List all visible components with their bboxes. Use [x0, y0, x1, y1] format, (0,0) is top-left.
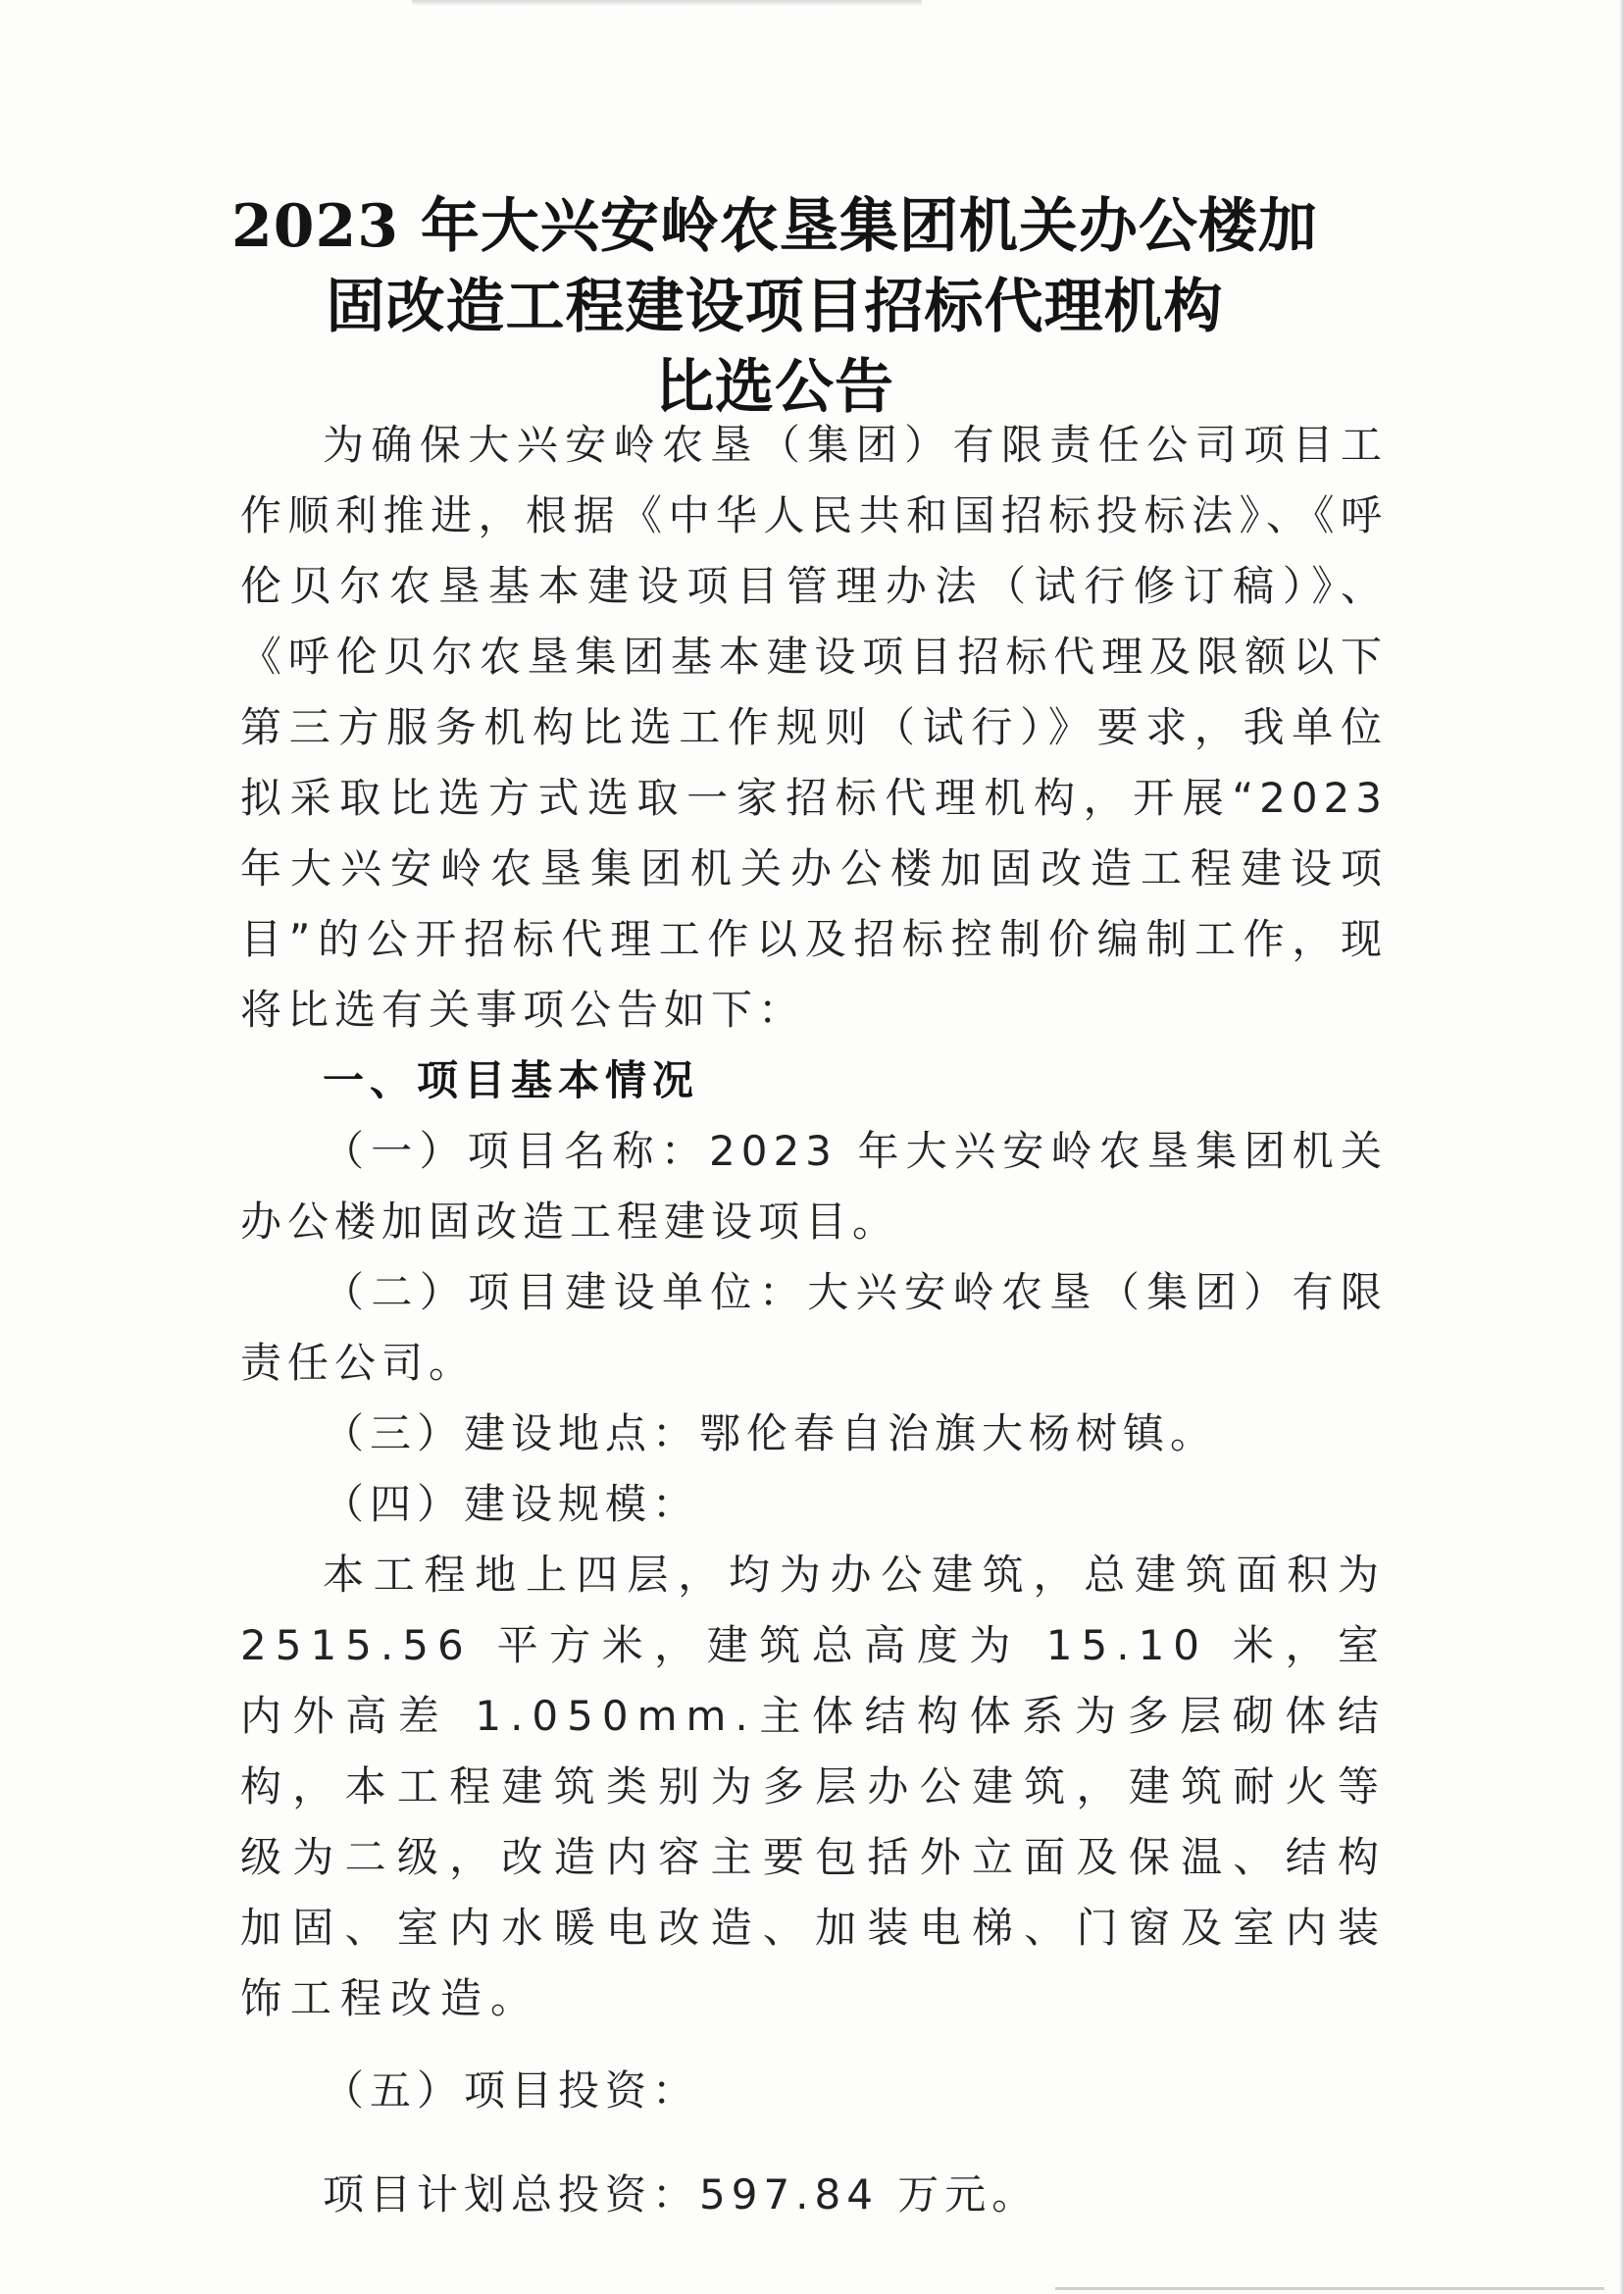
project-investment-text: 项目计划总投资：597.84 万元。 [323, 2170, 1040, 2218]
title-line-3: 比选公告 [655, 353, 894, 422]
scan-edge-right [1619, 0, 1624, 2294]
project-location-item: （三）建设地点：鄂伦春自治旗大杨树镇。 [323, 1409, 1218, 1457]
project-scale-label: （四）建设规模： [323, 1480, 700, 1528]
scan-edge-top [412, 0, 922, 6]
title-line-2: 固改造工程建设项目招标代理机构 [326, 273, 1224, 341]
document-title [196, 186, 1353, 428]
project-investment-label: （五）项目投资： [323, 2066, 700, 2115]
project-owner-item: （二）项目建设单位：大兴安岭农垦（集团）有限责任公司。 [240, 1268, 1388, 1387]
section-heading-basic-info: 一、项目基本情况 [323, 1056, 700, 1104]
project-name-item: （一）项目名称：2023 年大兴安岭农垦集团机关办公楼加固改造工程建设项目。 [240, 1127, 1388, 1246]
title-line-1: 2023 年大兴安岭农垦集团机关办公楼加 [231, 192, 1318, 261]
project-scale-text: 本工程地上四层，均为办公建筑，总建筑面积为 2515.56 平方米，建筑总高度为 15.10 米，室内外高差 1.050mm.主体结构体系为多层砌体结构，本工程建筑类别为多层办公建筑，建筑耐火等级为二级，改造内容主要包括外立面及保温、结构加固、室内水暖电改造、加装电梯、门窗及室内装饰工程改造。 [240, 1551, 1388, 2022]
intro-paragraph: 为确保大兴安岭农垦（集团）有限责任公司项目工作顺利推进，根据《中华人民共和国招标投标法》、《呼伦贝尔农垦基本建设项目管理办法（试行修订稿）》、《呼伦贝尔农垦集团基本建设项目招标代理及限额以下第三方服务机构比选工作规则（试行）》要求，我单位拟采取比选方式选取一家招标代理机构，开展“2023 年大兴安岭农垦集团机关办公楼加固改造工程建设项目”的公开招标代理工作以及招标控制价编制工作，现将比选有关事项公告如下： [240, 421, 1388, 1034]
scan-edge-bottom [1055, 2287, 1604, 2290]
document-body [240, 410, 1388, 2230]
